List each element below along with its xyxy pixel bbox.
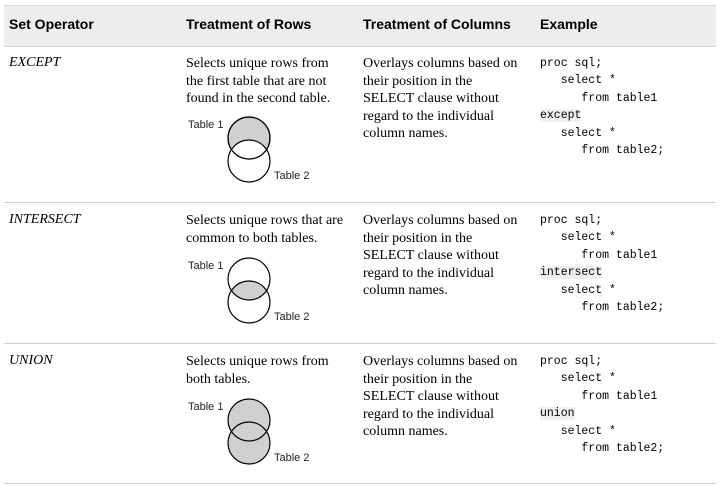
code-line: from table1 xyxy=(540,91,658,105)
operator-keyword-highlight: intersect xyxy=(540,266,603,280)
venn-label-table1: Table 1 xyxy=(188,119,224,131)
code-line: select * xyxy=(540,424,616,438)
code-line: from table2; xyxy=(540,300,665,314)
code-line: from table1 xyxy=(540,248,658,262)
columns-description: Overlays columns based on their position in the SELECT clause without regard to the individual column names. xyxy=(363,354,518,439)
header-treatment-of-rows: Treatment of Rows xyxy=(186,16,312,32)
venn-label-table1: Table 1 xyxy=(188,401,224,413)
code-example xyxy=(540,55,664,159)
venn-circles xyxy=(186,398,326,470)
code-example xyxy=(540,212,664,316)
venn-circles xyxy=(186,257,326,329)
operator-name: INTERSECT xyxy=(9,212,81,227)
venn-label-table2: Table 2 xyxy=(274,311,310,323)
venn-label-table1: Table 1 xyxy=(188,260,224,272)
row-divider xyxy=(4,202,716,203)
code-line: select * xyxy=(540,283,616,297)
code-line-operator xyxy=(540,107,664,124)
operator-keyword-highlight: except xyxy=(540,109,582,123)
header-example: Example xyxy=(540,16,598,32)
code-example xyxy=(540,353,664,457)
operator-name: EXCEPT xyxy=(9,55,61,70)
table-header xyxy=(4,5,716,47)
code-line: proc sql; xyxy=(540,214,603,227)
row-divider xyxy=(4,343,716,344)
header-set-operator: Set Operator xyxy=(9,16,94,32)
code-line: from table1 xyxy=(540,389,658,403)
columns-description: Overlays columns based on their position in the SELECT clause without regard to the individual column names. xyxy=(363,56,518,141)
venn-diagram-union xyxy=(186,398,326,470)
venn-diagram-except xyxy=(186,116,326,188)
code-line: proc sql; xyxy=(540,57,603,70)
venn-circles xyxy=(186,116,326,188)
code-line: select * xyxy=(540,372,616,386)
code-line: select * xyxy=(540,74,616,88)
venn-label-table2: Table 2 xyxy=(274,452,310,464)
operator-name: UNION xyxy=(9,353,53,368)
row-divider xyxy=(4,483,716,484)
venn-diagram-intersect xyxy=(186,257,326,329)
header-treatment-of-columns: Treatment of Columns xyxy=(363,16,511,32)
code-line-operator xyxy=(540,264,664,281)
code-line: from table2; xyxy=(540,143,665,157)
code-line: from table2; xyxy=(540,441,665,455)
operator-keyword-highlight: union xyxy=(540,407,575,421)
venn-label-table2: Table 2 xyxy=(274,170,310,182)
code-line: select * xyxy=(540,126,616,140)
rows-description: Selects unique rows that are common to both tables. xyxy=(186,213,344,246)
code-line: select * xyxy=(540,231,616,245)
rows-description: Selects unique rows from the first table that are not found in the second table. xyxy=(186,56,331,106)
columns-description: Overlays columns based on their position in the SELECT clause without regard to the individual column names. xyxy=(363,213,518,298)
rows-description: Selects unique rows from both tables. xyxy=(186,354,329,387)
code-line-operator xyxy=(540,405,664,422)
code-line: proc sql; xyxy=(540,355,603,368)
